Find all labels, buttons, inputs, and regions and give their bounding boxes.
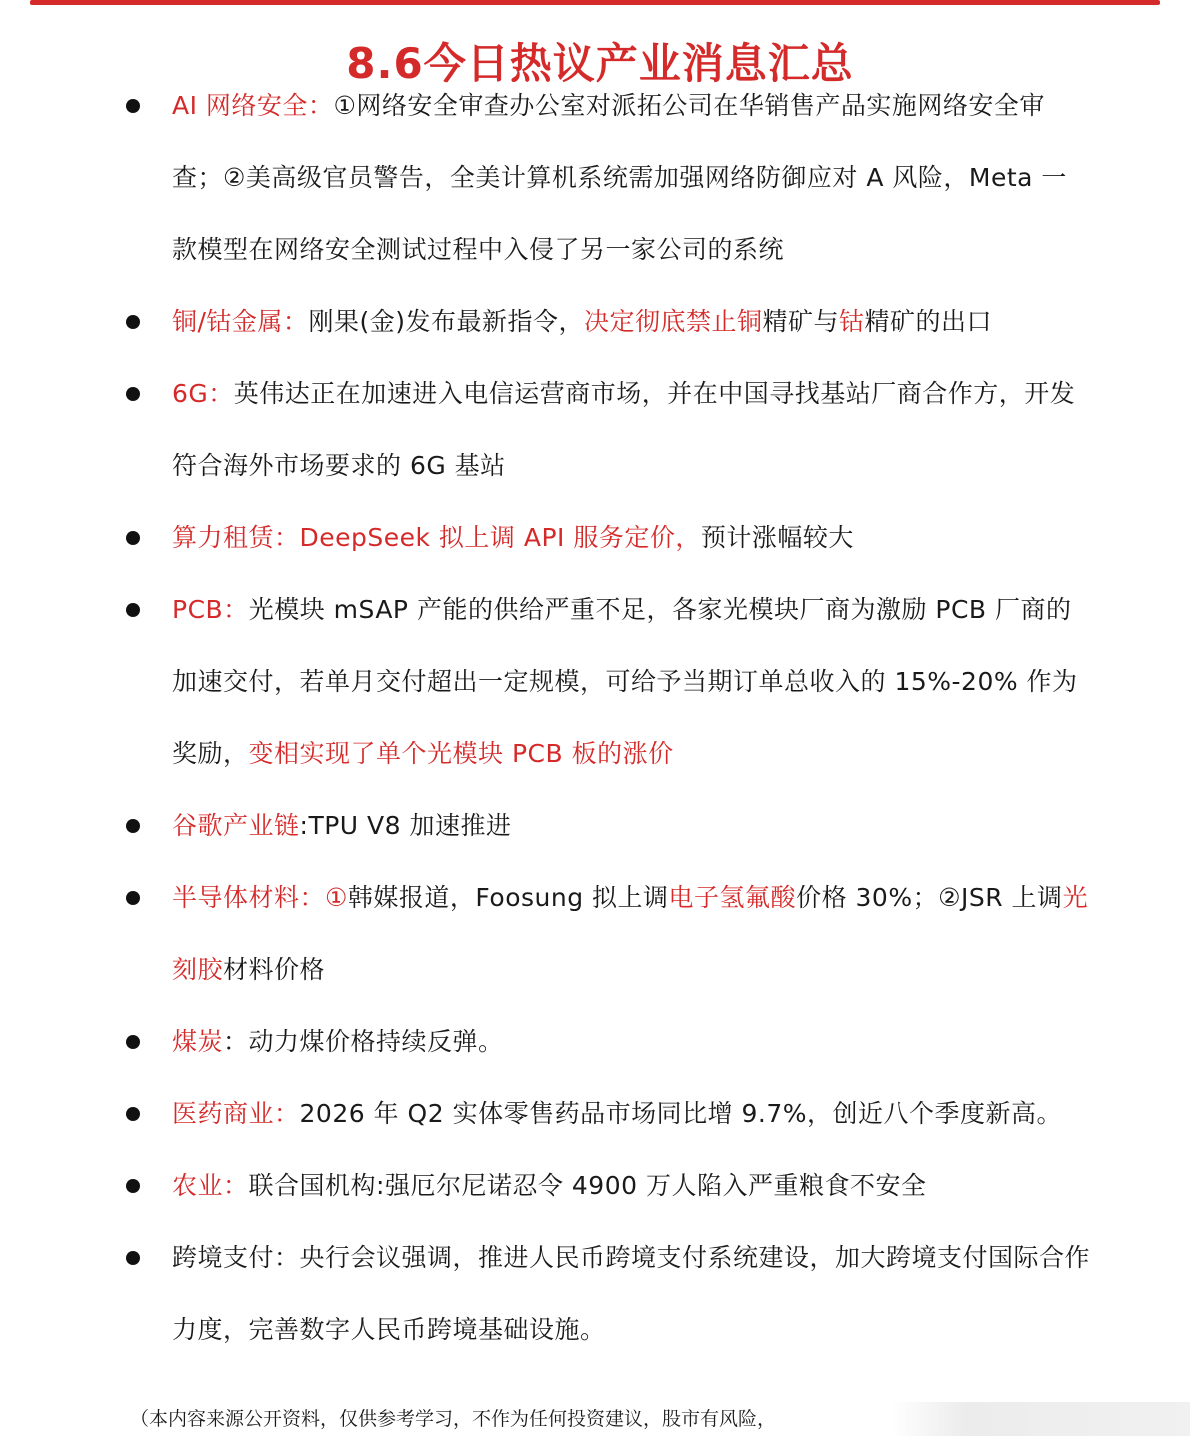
bullet-icon xyxy=(126,387,140,401)
highlight-text: 谷歌产业链 xyxy=(172,811,300,840)
bullet-icon xyxy=(126,1035,140,1049)
news-item xyxy=(0,574,1200,790)
body-text: ：动力煤价格持续反弹。 xyxy=(223,1027,504,1056)
body-text: 刚果(金)发布最新指令， xyxy=(308,307,584,336)
body-text: 光模块 mSAP 产能的供给严重不足，各家光模块厂商为激励 PCB 厂商的加速交付，若单月交付超出一定规模，可给予当期订单总收入的 15%-20% 作为奖励， xyxy=(172,595,1078,768)
body-text: 预计涨幅较大 xyxy=(700,523,854,552)
disclaimer-note: （本内容来源公开资料，仅供参考学习，不作为任何投资建议，股市有风险， xyxy=(130,1408,777,1430)
news-item xyxy=(0,1150,1200,1222)
highlight-text: 6G： xyxy=(172,379,234,408)
page-title: 8.6今日热议产业消息汇总 xyxy=(346,39,854,89)
highlight-text: 变相实现了单个光模块 PCB 板的涨价 xyxy=(248,739,674,768)
news-item xyxy=(0,1222,1200,1366)
highlight-text: PCB： xyxy=(172,595,249,624)
watermark-overlay xyxy=(890,1402,1190,1436)
news-item xyxy=(0,790,1200,862)
news-item xyxy=(0,862,1200,1006)
news-item xyxy=(0,1006,1200,1078)
highlight-text: 铜/钴金属： xyxy=(172,307,309,336)
body-text: 精矿与 xyxy=(762,307,839,336)
highlight-text: 电子氢氟酸 xyxy=(668,883,797,912)
highlight-text: 半导体材料：① xyxy=(172,883,348,912)
bullet-icon xyxy=(126,531,140,545)
highlight-text: 决定彻底禁止铜 xyxy=(583,307,763,336)
highlight-text: 煤炭 xyxy=(172,1027,224,1056)
highlight-text: 钴 xyxy=(838,307,865,336)
bullet-icon xyxy=(126,1179,140,1193)
bullet-icon xyxy=(126,99,140,113)
highlight-text: 农业： xyxy=(172,1171,249,1200)
news-item xyxy=(0,286,1200,358)
news-list xyxy=(0,70,1200,1366)
body-text: ①网络安全审查办公室对派拓公司在华销售产品实施网络安全审查；②美高级官员警告，全美计算机系统需加强网络防御应对 A 风险，Meta 一款模型在网络安全测试过程中入侵了另一家公司的系统 xyxy=(172,91,1067,264)
body-text: 材料价格 xyxy=(223,955,326,984)
body-text: 2026 年 Q2 实体零售药品市场同比增 9.7%，创近八个季度新高。 xyxy=(299,1099,1063,1128)
bullet-icon xyxy=(126,603,140,617)
bullet-icon xyxy=(126,1107,140,1121)
highlight-text: AI 网络安全： xyxy=(172,91,334,120)
bullet-icon xyxy=(126,891,140,905)
news-item xyxy=(0,70,1200,286)
highlight-text: 光刻胶 xyxy=(172,883,1089,984)
body-text: 联合国机构:强厄尔尼诺忍令 4900 万人陷入严重粮食不安全 xyxy=(248,1171,927,1200)
body-text: 跨境支付：央行会议强调，推进人民币跨境支付系统建设，加大跨境支付国际合作力度，完善数字人民币跨境基础设施。 xyxy=(172,1243,1091,1344)
top-red-rule xyxy=(30,0,1160,5)
bullet-icon xyxy=(126,315,140,329)
news-item xyxy=(0,358,1200,502)
body-text: 精矿的出口 xyxy=(864,307,993,336)
highlight-text: 算力租赁：DeepSeek 拟上调 API 服务定价， xyxy=(172,523,701,552)
body-text: 韩媒报道，Foosung 拟上调 xyxy=(347,883,669,912)
body-text: 英伟达正在加速进入电信运营商市场，并在中国寻找基站厂商合作方，开发符合海外市场要求的 6G 基站 xyxy=(172,379,1076,480)
news-item xyxy=(0,1078,1200,1150)
news-item xyxy=(0,502,1200,574)
highlight-text: 医药商业： xyxy=(172,1099,300,1128)
body-text: :TPU V8 加速推进 xyxy=(299,811,512,840)
bullet-icon xyxy=(126,1251,140,1265)
bullet-icon xyxy=(126,819,140,833)
body-text: 价格 30%；②JSR 上调 xyxy=(796,883,1063,912)
